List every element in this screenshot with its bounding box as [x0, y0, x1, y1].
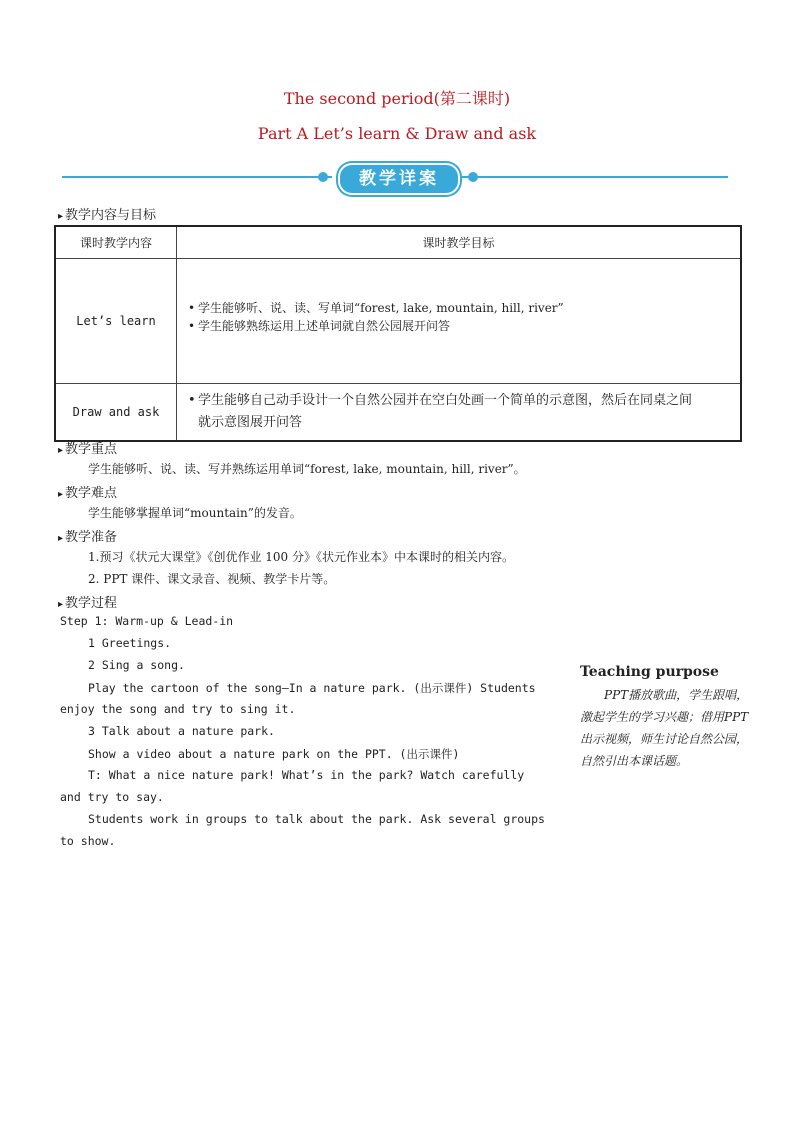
- process-line: and try to say.: [60, 790, 164, 804]
- process-line: T: What a nice nature park! What’s in the park? Watch carefully: [88, 768, 525, 782]
- process-line: Play the cartoon of the song—In a nature park. (出示课件) Students: [88, 681, 536, 695]
- table-header-goals: 课时教学目标: [177, 226, 742, 259]
- banner-dot-left: [318, 172, 328, 182]
- process-line: to show.: [60, 834, 116, 848]
- process-line: enjoy the song and try to sing it.: [60, 702, 296, 716]
- difficulties-text: 学生能够掌握单词“mountain”的发音。: [88, 506, 302, 520]
- teaching-purpose-title: Teaching purpose: [580, 664, 719, 680]
- page-title: The second period(第二课时): [283, 89, 511, 108]
- section-banner: 教学详案: [338, 163, 460, 195]
- row-content: Draw and ask: [55, 384, 177, 442]
- goal-item: • 学生能够自己动手设计一个自然公园并在空白处画一个简单的示意图，然后在同桌之间: [188, 393, 693, 408]
- row-content: Let’s learn: [55, 259, 177, 384]
- process-line: Show a video about a nature park on the PPT. (出示课件): [88, 747, 460, 761]
- row-goals: [177, 384, 742, 442]
- section-difficulties: ▸ 教学难点: [58, 482, 117, 501]
- goal-item-continued: 就示意图展开问答: [198, 415, 303, 430]
- section-preparation: ▸ 教学准备: [58, 526, 117, 545]
- goal-item: • 学生能够听、说、读、写单词“forest, lake, mountain, hill, river”: [188, 301, 564, 315]
- key-points-text: 学生能够听、说、读、写并熟练运用单词“forest, lake, mountain, hill, river”。: [88, 462, 526, 476]
- table-header-content: 课时教学内容: [55, 226, 177, 259]
- goal-item: • 学生能够熟练运用上述单词就自然公园展开问答: [188, 319, 451, 333]
- table-row: [55, 384, 741, 442]
- teaching-purpose-body: PPT播放歌曲，学生跟唱，激起学生的学习兴趣；借用PPT出示视频，师生讨论自然公园，自然引出本课话题。: [580, 688, 749, 768]
- page-subtitle: Part A Let’s learn & Draw and ask: [257, 124, 537, 143]
- process-line: 3 Talk about a nature park.: [88, 724, 275, 738]
- row-goals: [177, 259, 742, 384]
- banner-line-right: [462, 176, 728, 178]
- process-line: Students work in groups to talk about the park. Ask several groups: [88, 812, 545, 826]
- section-key-points: ▸ 教学重点: [58, 438, 117, 457]
- table-header-row: [55, 226, 741, 259]
- section-content-goals: ▸ 教学内容与目标: [58, 204, 156, 223]
- process-line: 1 Greetings.: [88, 636, 172, 650]
- goals-table: [54, 225, 742, 442]
- banner-line-left: [62, 176, 332, 178]
- table-row: [55, 259, 741, 384]
- preparation-item: 1.预习《状元大课堂》《创优作业 100 分》《状元作业本》中本课时的相关内容。: [88, 550, 514, 564]
- preparation-item: 2. PPT 课件、课文录音、视频、教学卡片等。: [88, 572, 336, 586]
- section-process: ▸ 教学过程: [58, 592, 117, 611]
- process-line: Step 1: Warm-up & Lead-in: [60, 614, 234, 628]
- process-line: 2 Sing a song.: [88, 658, 185, 672]
